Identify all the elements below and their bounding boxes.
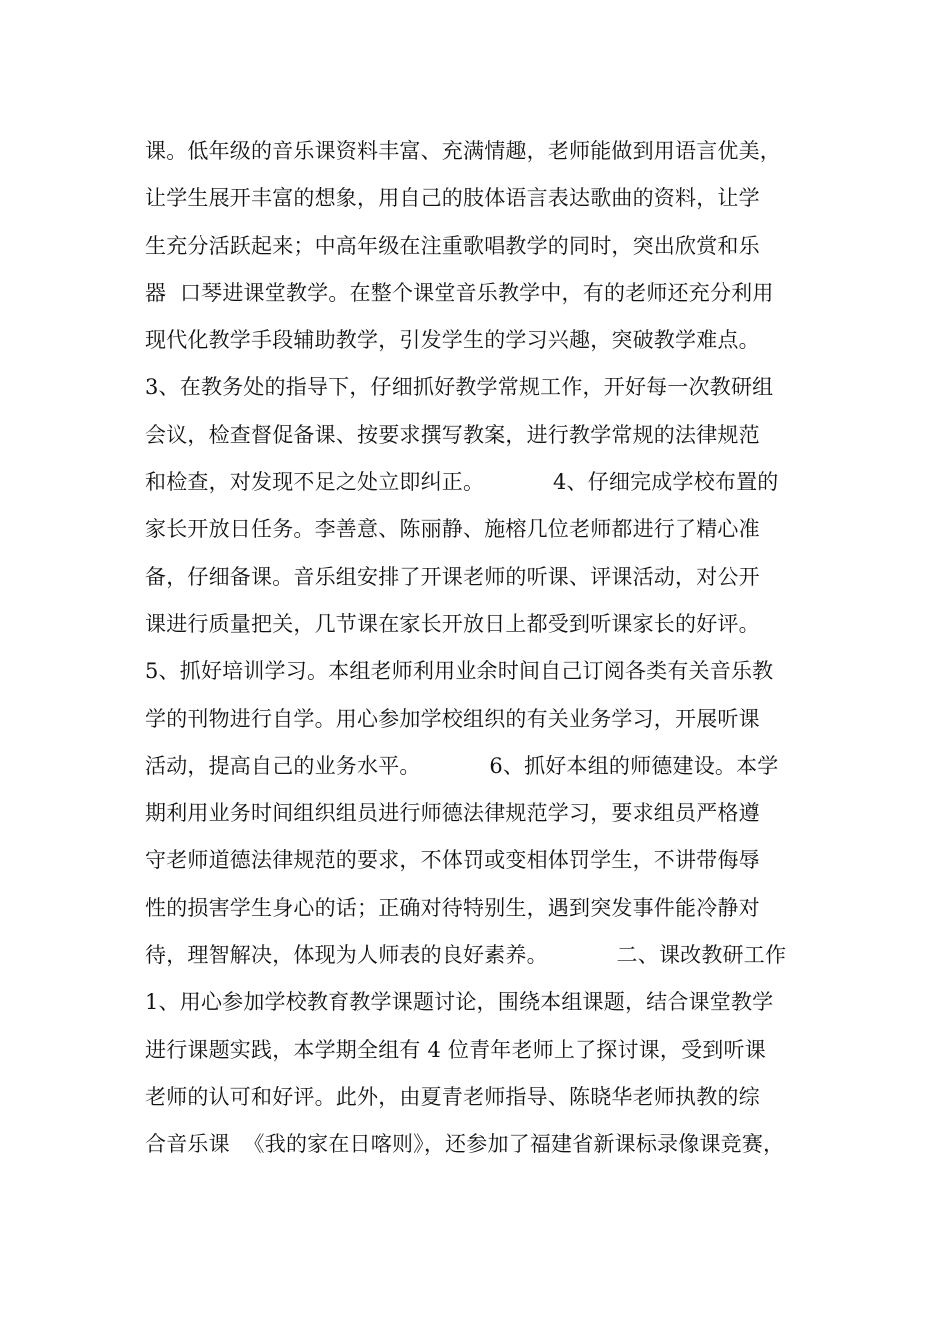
text-line: 和检查，对发现不足之处立即纠正。 4、仔细完成学校布置的 <box>145 470 779 495</box>
text-line: 守老师道德法律规范的要求，不体罚或变相体罚学生，不讲带侮辱 <box>145 848 760 873</box>
text-line: 让学生展开丰富的想象，用自己的肢体语言表达歌曲的资料，让学 <box>145 186 760 211</box>
text-line: 备，仔细备课。音乐组安排了开课老师的听课、评课活动，对公开 <box>145 564 760 589</box>
text-line: 老师的认可和好评。此外，由夏青老师指导、陈晓华老师执教的综 <box>145 1084 760 1109</box>
text-line: 学的刊物进行自学。用心参加学校组织的有关业务学习，开展听课 <box>145 706 760 731</box>
text-line: 5、抓好培训学习。本组老师利用业余时间自己订阅各类有关音乐教 <box>145 659 774 684</box>
body-text <box>145 128 835 1169</box>
text-line: 合音乐课 《我的家在日喀则》，还参加了福建省新课标录像课竞赛， <box>145 1132 785 1157</box>
text-line: 现代化教学手段辅助教学，引发学生的学习兴趣，突破教学难点。 <box>145 328 760 353</box>
text-line: 活动，提高自己的业务水平。 6、抓好本组的师德建设。本学 <box>145 753 779 778</box>
text-line: 生充分活跃起来；中高年级在注重歌唱教学的同时，突出欣赏和乐 <box>145 233 760 258</box>
text-line: 课。低年级的音乐课资料丰富、充满情趣，老师能做到用语言优美， <box>145 139 781 163</box>
text-line: 3、在教务处的指导下，仔细抓好教学常规工作，开好每一次教研组 <box>145 375 774 400</box>
text-line: 会议，检查督促备课、按要求撰写教案，进行教学常规的法律规范 <box>145 422 760 447</box>
text-line: 器 口琴进课堂教学。在整个课堂音乐教学中，有的老师还充分利用 <box>145 280 774 305</box>
text-line: 待，理智解决，体现为人师表的良好素养。 二、课改教研工作 <box>145 943 787 968</box>
text-line: 期利用业务时间组织组员进行师德法律规范学习，要求组员严格遵 <box>145 801 760 826</box>
text-line: 1、用心参加学校教育教学课题讨论，围绕本组课题，结合课堂教学 <box>145 990 774 1015</box>
text-line: 性的损害学生身心的话；正确对待特别生，遇到突发事件能冷静对 <box>145 895 760 920</box>
text-line: 进行课题实践，本学期全组有 4 位青年老师上了探讨课，受到听课 <box>145 1037 766 1062</box>
text-line: 课进行质量把关，几节课在家长开放日上都受到听课家长的好评。 <box>145 611 760 636</box>
text-line: 家长开放日任务。李善意、陈丽静、施榕几位老师都进行了精心准 <box>145 517 760 542</box>
